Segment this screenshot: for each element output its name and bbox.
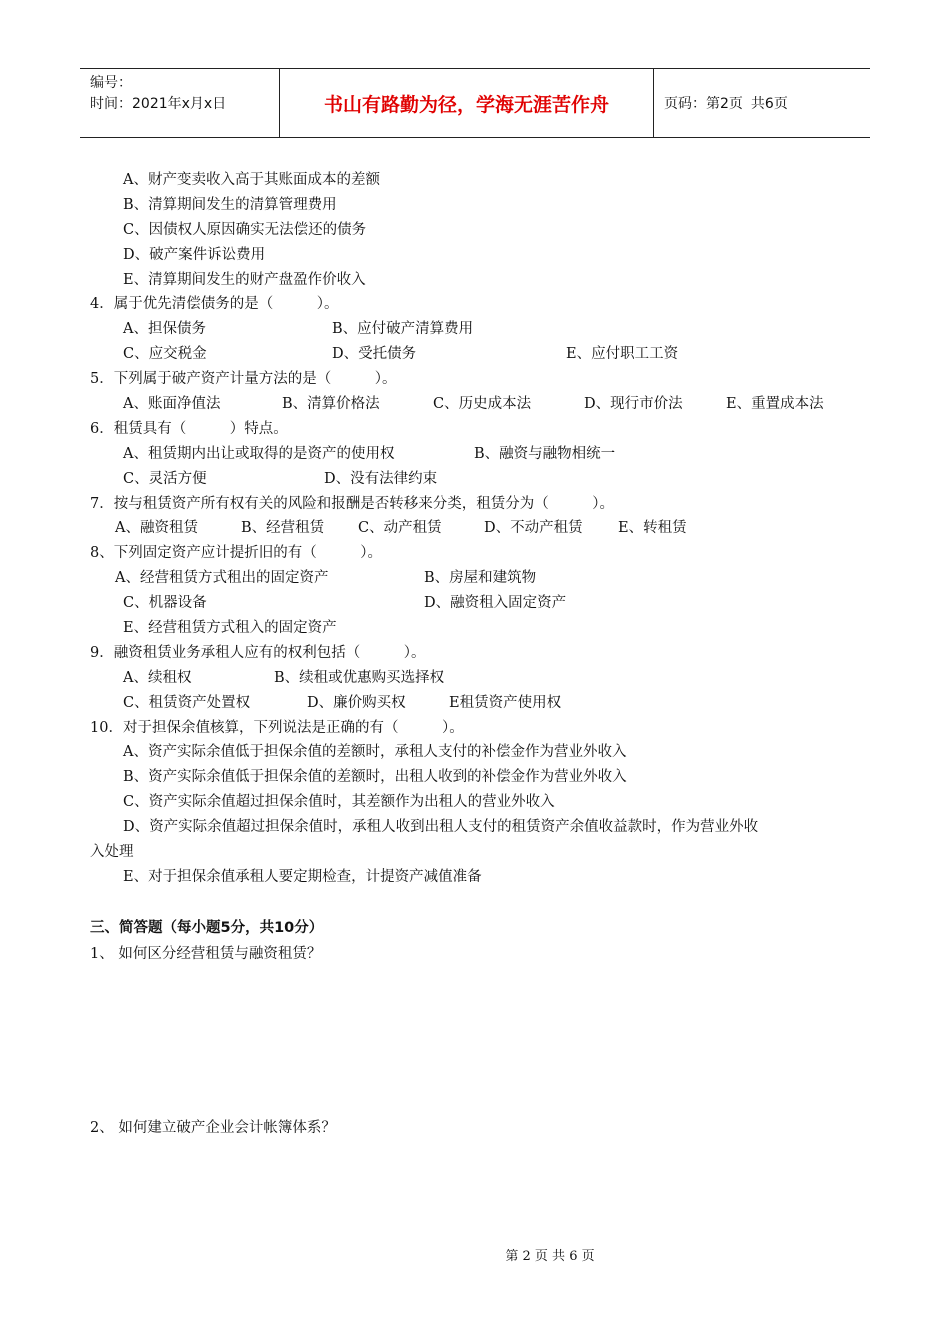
option: A、续租权 xyxy=(123,669,192,686)
page-header xyxy=(80,68,870,138)
option: B、房屋和建筑物 xyxy=(424,570,537,587)
option-line: C、资产实际余值超过担保余值时，其差额作为出租人的营业外收入 xyxy=(123,794,555,811)
option-line: C、因债权人原因确实无法偿还的债务 xyxy=(123,221,367,238)
option: C、租赁资产处置权 xyxy=(123,694,251,711)
option: A、账面净值法 xyxy=(123,396,221,413)
option: C、动产租赁 xyxy=(358,520,442,537)
option: B、融资与融物相统一 xyxy=(474,445,616,462)
question-body xyxy=(90,168,870,890)
option: B、清算价格法 xyxy=(282,396,380,413)
option-line: D、资产实际余值超过担保余值时，承租人收到出租人支付的租赁资产余值收益款时，作为营业外收 xyxy=(123,819,759,836)
option: B、经营租赁 xyxy=(241,520,325,537)
option: D、现行市价法 xyxy=(584,396,683,413)
page-footer: 第 2 页 共 6 页 xyxy=(505,1249,595,1264)
option-row xyxy=(90,516,870,541)
header-motto: 书山有路勤为径，学海无涯苦作舟 xyxy=(280,69,654,137)
option: E、应付职工工资 xyxy=(566,346,679,363)
page-total-label: 共6页 xyxy=(750,96,788,112)
option-row xyxy=(90,566,870,591)
option-line: E、对于担保余值承租人要定期检查，计提资产减值准备 xyxy=(123,868,482,885)
option-line: A、财产变卖收入高于其账面成本的差额 xyxy=(123,172,380,188)
question-6: 6．租赁具有（ ）特点。 xyxy=(90,420,288,437)
option: C、机器设备 xyxy=(123,595,207,612)
option-row xyxy=(90,442,870,467)
option: A、租赁期内出让或取得的是资产的使用权 xyxy=(123,445,395,462)
option-row xyxy=(90,392,870,417)
option: D、受托债务 xyxy=(332,346,417,363)
option-row xyxy=(90,467,870,492)
question-10: 10．对于担保余值核算，下列说法是正确的有（ ）。 xyxy=(90,719,464,736)
question-4: 4．属于优先清偿债务的是（ ）。 xyxy=(90,296,339,313)
option-row xyxy=(90,691,870,716)
option: D、没有法律约束 xyxy=(324,470,438,487)
question-8: 8、下列固定资产应计提折旧的有（ ）。 xyxy=(90,545,382,562)
short-answer-question-1: 1、 如何区分经营租赁与融资租赁？ xyxy=(90,946,322,962)
option-line: D、破产案件诉讼费用 xyxy=(123,246,266,263)
option-row xyxy=(90,591,870,616)
option: E、转租赁 xyxy=(618,520,687,537)
option-line: B、清算期间发生的清算管理费用 xyxy=(123,196,337,213)
page-number-label: 页码：第2页 xyxy=(664,96,743,112)
option: C、历史成本法 xyxy=(433,396,532,413)
header-meta xyxy=(80,69,280,137)
option: E租赁资产使用权 xyxy=(449,694,562,711)
option: C、灵活方便 xyxy=(123,470,207,487)
option: A、经营租赁方式租出的固定资产 xyxy=(115,570,329,587)
option-line: B、资产实际余值低于担保余值的差额时，出租人收到的补偿金作为营业外收入 xyxy=(123,769,627,786)
option: E、重置成本法 xyxy=(726,396,824,413)
option-row xyxy=(90,317,870,342)
header-page-info xyxy=(654,69,870,137)
doc-number-label: 编号： xyxy=(90,75,132,91)
question-7: 7．按与租赁资产所有权有关的风险和报酬是否转移来分类，租赁分为（ ）。 xyxy=(90,495,614,512)
option-line: E、经营租赁方式租入的固定资产 xyxy=(123,620,337,637)
option: C、应交税金 xyxy=(123,346,207,363)
doc-date-label: 时间：2021年x月x日 xyxy=(90,96,227,112)
option-row xyxy=(90,666,870,691)
short-answer-question-2: 2、 如何建立破产企业会计帐簿体系？ xyxy=(90,1120,336,1136)
option-line-continued: 入处理 xyxy=(90,844,134,861)
option: B、应付破产清算费用 xyxy=(332,321,474,338)
question-9: 9．融资租赁业务承租人应有的权利包括（ ）。 xyxy=(90,644,426,661)
option: A、担保债务 xyxy=(123,321,206,338)
option: D、融资租入固定资产 xyxy=(424,595,567,612)
option-line: A、资产实际余值低于担保余值的差额时，承租人支付的补偿金作为营业外收入 xyxy=(123,744,627,761)
option-row xyxy=(90,342,870,367)
section-title: 三、简答题（每小题5分，共10分） xyxy=(90,920,324,936)
option: B、续租或优惠购买选择权 xyxy=(274,669,445,686)
option: D、不动产租赁 xyxy=(484,520,583,537)
option: D、廉价购买权 xyxy=(307,694,406,711)
question-5: 5．下列属于破产资产计量方法的是（ ）。 xyxy=(90,371,397,388)
option-line: E、清算期间发生的财产盘盈作价收入 xyxy=(123,271,366,288)
option: A、融资租赁 xyxy=(115,520,198,537)
